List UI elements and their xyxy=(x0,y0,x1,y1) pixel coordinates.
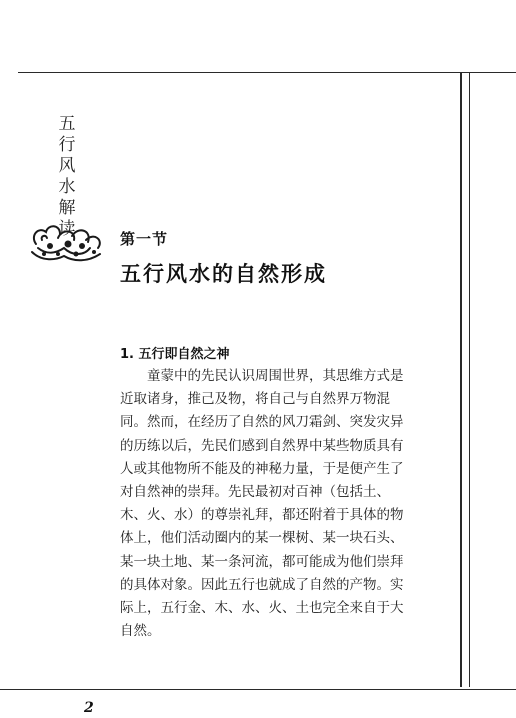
section-label: 第一节 xyxy=(120,230,169,248)
side-title-char: 风 xyxy=(58,156,76,176)
body-line: 际上，五行金、木、水、火、土也完全来自于大 xyxy=(120,600,404,617)
side-title-char: 水 xyxy=(58,177,76,197)
footer-rule xyxy=(0,689,516,690)
body-line: 近取诸身，推己及物，将自己与自然界万物混 xyxy=(120,391,390,408)
body-line: 对自然神的崇拜。先民最初对百神（包括土、 xyxy=(120,484,390,501)
page-number: 2 xyxy=(84,700,94,716)
body-line: 某一块土地、某一条河流，都可能成为他们崇拜 xyxy=(120,553,404,570)
side-title-char: 读 xyxy=(58,219,76,239)
subheading: 1. 五行即自然之神 xyxy=(120,347,230,362)
body-line: 体上，他们活动圈内的某一棵树、某一块石头、 xyxy=(120,530,404,547)
body-line: 同。然而，在经历了自然的风刀霜剑、突发灾异 xyxy=(120,414,404,431)
cloud-ornament-icon xyxy=(28,218,108,264)
chapter-title: 五行风水的自然形成 xyxy=(120,262,327,286)
body-paragraph xyxy=(120,365,436,643)
header-rule xyxy=(18,72,516,73)
body-line: 木、火、水）的尊崇礼拜，都还附着于具体的物 xyxy=(120,507,404,524)
body-line: 人或其他物所不能及的神秘力量，于是便产生了 xyxy=(120,460,404,477)
body-line: 自然。 xyxy=(120,623,161,640)
side-title-char: 五 xyxy=(58,114,76,134)
body-line: 的具体对象。因此五行也就成了自然的产物。实 xyxy=(120,576,404,593)
side-title-char: 行 xyxy=(58,135,76,155)
page-edge-border xyxy=(460,72,470,687)
side-title-char: 解 xyxy=(58,198,76,218)
body-line: 童蒙中的先民认识周围世界，其思维方式是 xyxy=(147,368,404,384)
body-line: 的历练以后，先民们感到自然界中某些物质具有 xyxy=(120,437,404,454)
